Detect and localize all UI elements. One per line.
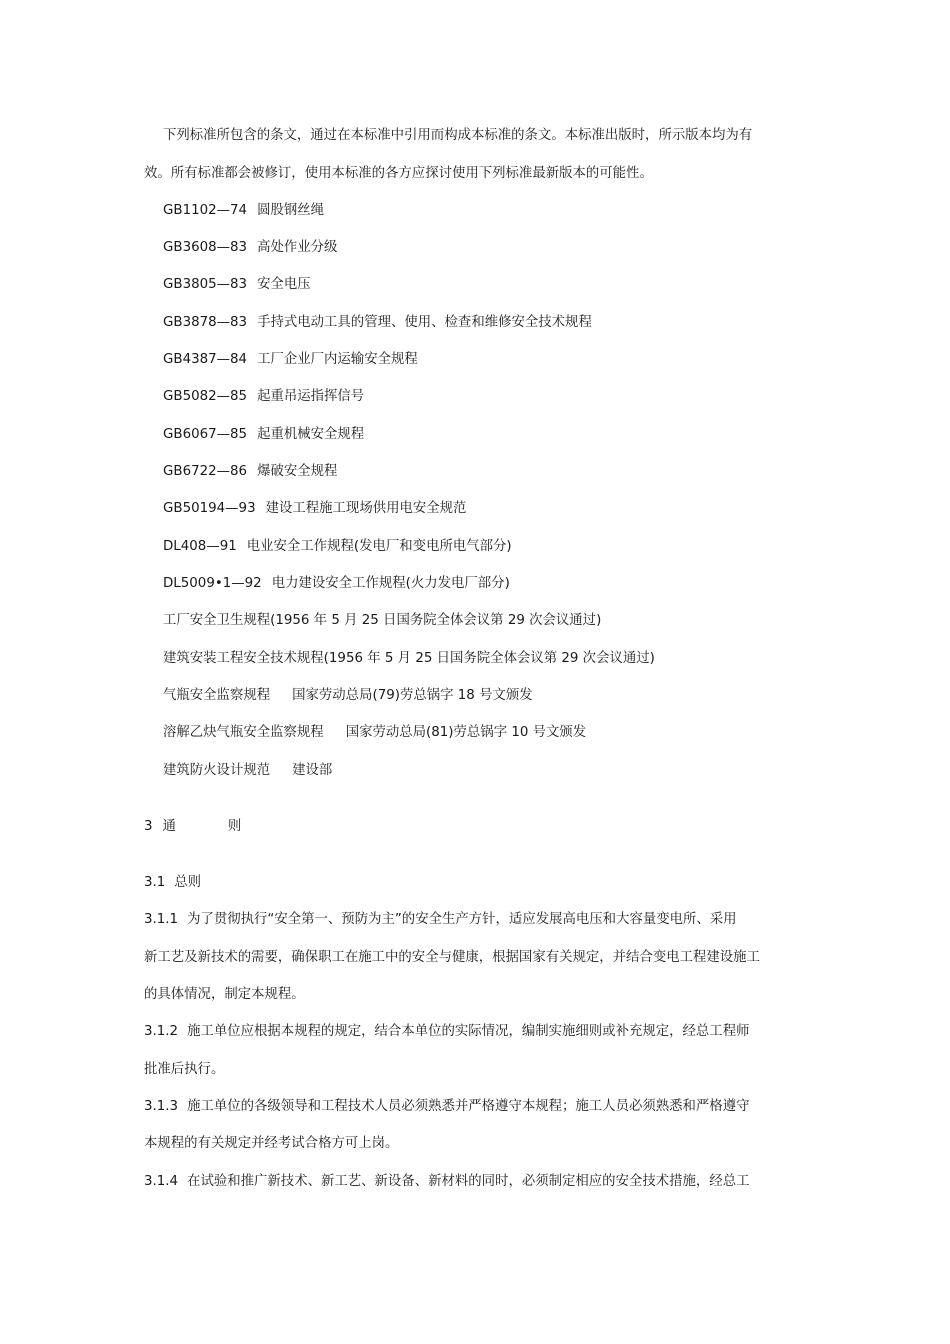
clause-number: 3.1.1 <box>144 912 179 927</box>
reference-code: DL5009•1—92 <box>163 576 262 591</box>
clause-text: 的具体情况，制定本规程。 <box>144 987 305 1002</box>
reference-title: 圆股钢丝绳 <box>257 203 325 218</box>
regulation-issuer: 国家劳动总局(79)劳总锅字 18 号文颁发 <box>292 688 533 703</box>
reference-title: 工厂企业厂内运输安全规程 <box>257 352 418 367</box>
reference-item <box>163 350 418 370</box>
intro-line-1: 下列标准所包含的条文，通过在本标准中引用而构成本标准的条文。本标准出版时，所示版本均为有 <box>163 128 753 143</box>
reference-title: 爆破安全规程 <box>257 464 338 479</box>
reference-code: GB3608—83 <box>163 240 248 255</box>
reference-item <box>163 425 364 445</box>
reference-code: GB3878—83 <box>163 315 248 330</box>
reference-code: GB4387—84 <box>163 352 248 367</box>
reference-title: 起重机械安全规程 <box>257 427 365 442</box>
clause-line <box>144 1022 749 1042</box>
subsection-title: 总则 <box>174 875 202 890</box>
reference-item <box>163 499 466 519</box>
clause-line <box>144 1172 749 1192</box>
reference-item <box>163 201 324 221</box>
section-number: 3 <box>144 819 153 834</box>
clause-number: 3.1.3 <box>144 1099 179 1114</box>
reference-code: GB50194—93 <box>163 501 256 516</box>
subsection-number: 3.1 <box>144 875 166 890</box>
subsection-heading <box>144 873 201 893</box>
regulation-name: 气瓶安全监察规程 <box>163 688 271 703</box>
regulation-item <box>163 686 533 706</box>
reference-item <box>163 574 510 594</box>
clause-text: 为了贯彻执行“安全第一、预防为主”的安全生产方针，适应发展高电压和大容量变电所、采用 <box>187 912 737 927</box>
regulation-item <box>163 723 586 743</box>
reference-code: GB5082—85 <box>163 389 248 404</box>
clause-text: 批准后执行。 <box>144 1062 225 1077</box>
reference-item <box>163 537 512 557</box>
intro-line-2: 效。所有标准都会被修订，使用本标准的各方应探讨使用下列标准最新版本的可能性。 <box>144 166 653 181</box>
clause-text: 在试验和推广新技术、新工艺、新设备、新材料的同时，必须制定相应的安全技术措施，经总工 <box>187 1174 750 1189</box>
regulation-item <box>163 649 655 669</box>
regulation-item <box>163 611 601 631</box>
reference-title: 高处作业分级 <box>257 240 338 255</box>
clause-number: 3.1.4 <box>144 1174 179 1189</box>
reference-title: 建设工程施工现场供用电安全规范 <box>265 501 467 516</box>
regulation-name: 溶解乙炔气瓶安全监察规程 <box>163 725 324 740</box>
clause-text: 本规程的有关规定并经考试合格方可上岗。 <box>144 1136 399 1151</box>
regulation-name: 建筑安装工程安全技术规程(1956 年 5 月 25 日国务院全体会议第 29 次会议通过) <box>163 651 655 666</box>
regulation-issuer: 建设部 <box>292 763 333 778</box>
regulation-name: 建筑防火设计规范 <box>163 763 271 778</box>
section-heading <box>144 817 241 837</box>
reference-item <box>163 462 337 482</box>
section-title-part: 则 <box>227 819 242 834</box>
regulation-item <box>163 761 332 781</box>
reference-code: DL408—91 <box>163 539 237 554</box>
reference-title: 手持式电动工具的管理、使用、检查和维修安全技术规程 <box>257 315 592 330</box>
reference-item <box>163 275 311 295</box>
reference-code: GB3805—83 <box>163 277 248 292</box>
reference-item <box>163 238 337 258</box>
reference-code: GB6067—85 <box>163 427 248 442</box>
regulation-issuer: 国家劳动总局(81)劳总锅字 10 号文颁发 <box>345 725 587 740</box>
clause-number: 3.1.2 <box>144 1024 179 1039</box>
reference-title: 起重吊运指挥信号 <box>257 389 365 404</box>
reference-item <box>163 387 364 407</box>
reference-title: 安全电压 <box>257 277 311 292</box>
clause-text: 施工单位应根据本规程的规定，结合本单位的实际情况，编制实施细则或补充规定，经总工程师 <box>187 1024 750 1039</box>
section-title-part: 通 <box>162 819 176 834</box>
reference-item <box>163 313 592 333</box>
reference-code: GB1102—74 <box>163 203 248 218</box>
reference-title: 电业安全工作规程(发电厂和变电所电气部分) <box>246 539 512 554</box>
clause-text: 新工艺及新技术的需要，确保职工在施工中的安全与健康，根据国家有关规定，并结合变电工程建设施工 <box>144 950 760 965</box>
reference-code: GB6722—86 <box>163 464 248 479</box>
clause-text: 施工单位的各级领导和工程技术人员必须熟悉并严格遵守本规程；施工人员必须熟悉和严格遵守 <box>187 1099 750 1114</box>
clause-line <box>144 910 737 930</box>
reference-title: 电力建设安全工作规程(火力发电厂部分) <box>271 576 510 591</box>
clause-line <box>144 1097 749 1117</box>
regulation-name: 工厂安全卫生规程(1956 年 5 月 25 日国务院全体会议第 29 次会议通过) <box>163 613 602 628</box>
